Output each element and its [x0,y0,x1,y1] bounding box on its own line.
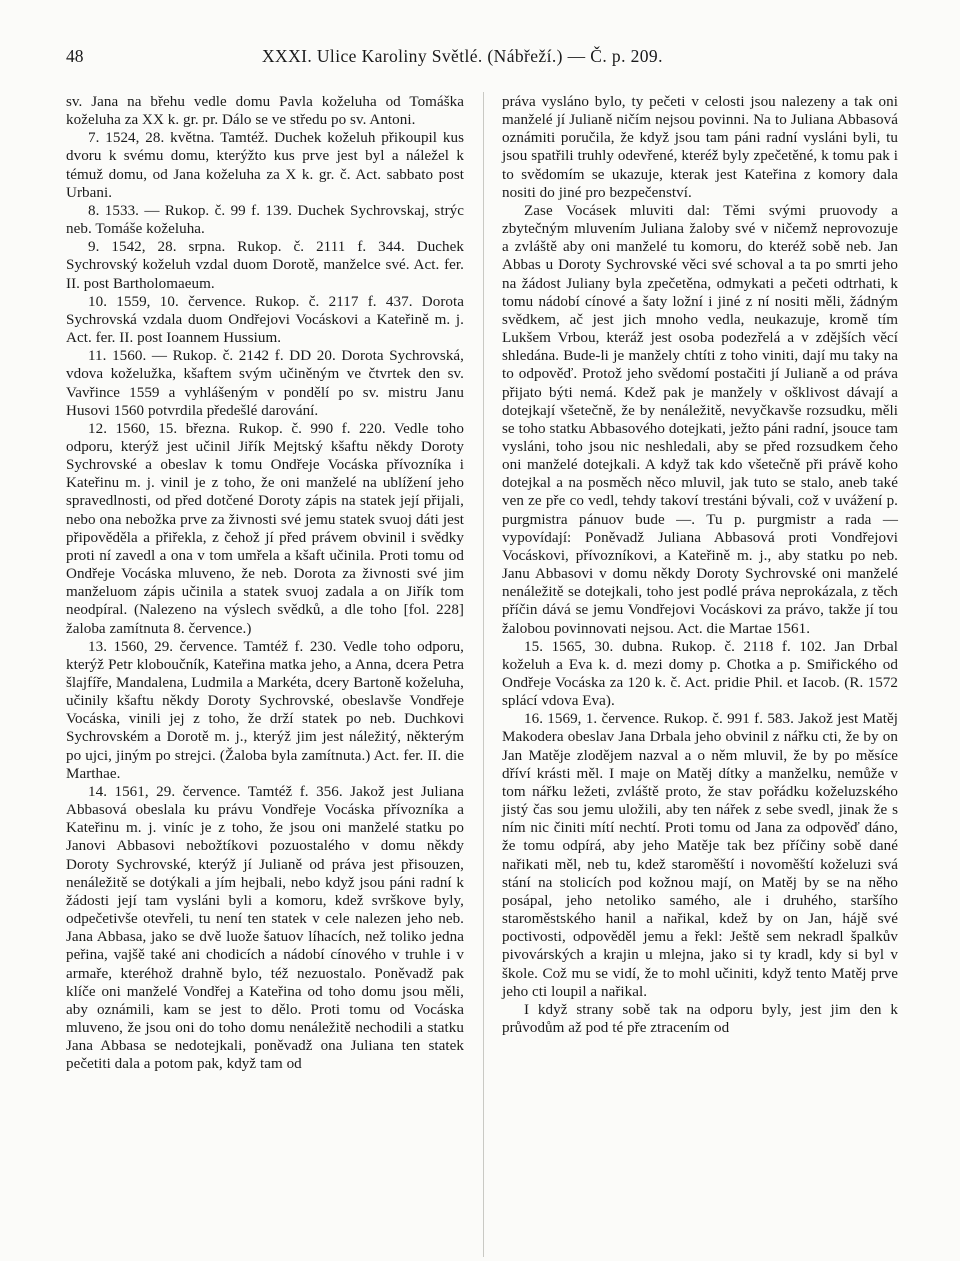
paragraph: 12. 1560, 15. března. Rukop. č. 990 f. 220. Vedle toho odporu, kterýž jest učinil Jiřík Mejtský kšaftu někdy Doroty Sychrovské a obeslav k tomu Ondřeje Vocáska přívozníka i Kateřinu m. j. vinil je z toho, že oni manželé na ublížení jeho spravedlnosti, od před dotčené Doroty zápis na statek její přijali, nebo ona nebožka prve za živnosti své jemu statek svuoj dáti jest připověděla a přiřekla, z čehož jí před právem obvinil i svědky proti ní zavedl a ona v tom umřela a kšaft učinila. Proti tomu od Ondřeje Vocáska mluveno, že neb. Dorota za živnosti své jim manželuom zápis učinila a statek svuoj zadala a on Jiřík tom neodpíral. (Nalezeno na výslech svědků, a dle toho [fol. 228] žaloba zamítnuta 8. července.) [66,420,464,637]
paragraph: 14. 1561, 29. července. Tamtéž f. 356. Jakož jest Juliana Abbasová obeslala ku právu Vondřeje Vocáska přívozníka a Kateřinu m. j. viníc je z toho, že jsou oni manželé statku po Janovi Abbasovi nebožtíkovi pozuostalého v domu někdy Doroty Sychrovské, kterýž jí Julianě od práva jest přisouzen, nenáležitě se dotýkali a jím hejbali, nebo když jsou páni radní k žádosti její tam vysláni byli a komoru, kdež svrškove byly, odpečetivše otevřeli, tu není ten statek v cele nalezen jeho neb. Jana Abbasa, jako se dvě luože šatuov líhacích, než toliko jedna peřina, vajšě také ani chodicích a nádobí cínového v truhle i v armaře, kteréhož drahně bylo, též nezuostalo. Poněvadž pak klíče oni manželé Vondřej a Kateřina od toho domu jsou měli, aby oznámili, kam se jest to dělo. Proti tomu od Vocáska mluveno, že jsou oni do toho domu nenáležitě nechodili a statku Jana Abbasa se nedotejkali, poněvadž ona Juliana ten statek pečetiti dala a potom pak, když tam od [66,783,464,1073]
paragraph: práva vysláno bylo, ty pečeti v celosti jsou nalezeny a tak oni manželé jí Julianě ničím nejsou povinni. Na to Juliana Abbasová oznámiti poručila, že když jsou tam páni radní vysláni byli, tu jsou spatřili truhly odevřené, kteréž byly zpečetěné, k tomu pak i to svědomím se ukazuje, kterak jest Kateřina z komory dala nositi do jiné pro bezpečenství. [502,94,898,201]
paragraph: 13. 1560, 29. července. Tamtéž f. 230. Vedle toho odporu, kterýž Petr kloboučník, Kateřina matka jeho, a Anna, dcera Petra šlajfíře, Mandalena, Ludmila a Markéta, dcery Bartoně koželuha, učinily kšaftu někdy Doroty Sychrovské, obeslavše Vondřeje Vocáska, vinili jej z toho, že drží statek po neb. Duchkovi Sychrovském a Dorotě m. j., kterýž jim jest náležitý, některým po ujci, jiným po strejci. (Žaloba byla zamítnuta.) Act. fer. II. die Marthae. [66,638,464,782]
page-header [66,46,900,76]
left-column [66,93,464,1073]
paragraph: 9. 1542, 28. srpna. Rukop. č. 2111 f. 344. Duchek Sychrovský koželuh vzdal duom Dorotě, manželce své. Act. fer. II. post Bartholomaeum. [66,239,464,292]
paragraph: 16. 1569, 1. července. Rukop. č. 991 f. 583. Jakož jest Matěj Makodera obeslav Jana Drbala jeho obvinil z nářku cti, že by on Jan Matěje zlodějem nazval a o něm mluvil, že by po měsíce dříví krásti měl. I maje on Matěj dítky a manželku, nemůže v tom nářku ležeti, zvláště proto, že stav pořádku koželuzského jistý čas sou jemu uložili, aby ten nářek z sebe svedl, jinak že s ním nic činiti mítí nechtí. Proti tomu od Jana za odpověď dáno, že tomu odpírá, aby jeho Matěje tak bez příčiny sobě dané nařikati měl, neb tu, kdež staroměští i novoměští koželuzi svá stání na stolicích pod kožnou mají, on Matěj by se na něho posápal, jeho netoliko samého, ale i druhého, staršího staroměstského hanil a nařikal, kdež by on Jan, hájě své poctivosti, odpověděl jemu a řekl: Ještě sem nekradl špalkův pivovárských a krajin u mlejna, jako si ty kradl, kdy si byl v škole. Což mu se vidí, že to mohl učiniti, když tento Matěj prve jeho cti loupil a nařikal. [502,711,898,1000]
paragraph: 11. 1560. — Rukop. č. 2142 f. DD 20. Dorota Sychrovská, vdova koželužka, kšaftem svým učiněným ve čtvrtek den sv. Vavřince 1559 a vyhlášeným v pondělí po sv. mistru Janu Husovi 1560 potvrdila předešlé darování. [66,348,464,419]
paragraph: 7. 1524, 28. května. Tamtéž. Duchek koželuh přikoupil kus dvoru k svému domu, kterýžto kus prve jest byl a náležel k témuž domu, od Jana koželuha za X k. gr. č. Act. sabbato post Urbani. [66,130,464,201]
running-title: XXXI. Ulice Karoliny Světlé. (Nábřeží.) — Č. p. 209. [262,46,663,66]
paragraph: 10. 1559, 10. července. Rukop. č. 2117 f. 437. Dorota Sychrovská vzdala duom Ondřejovi Vocáskovi a Kateřině m. j. Act. fer. II. post Ioannem Hussium. [66,293,464,347]
paragraph: 15. 1565, 30. dubna. Rukop. č. 2118 f. 102. Jan Drbal koželuh a Eva k. d. mezi domy p. Chotka a p. Smiřického od Ondřeje Vocáska za 120 k. č. Act. pridie Phil. et Iacob. (R. 1572 splácí vdova Eva). [502,638,898,710]
paragraph: I když strany sobě tak na odporu byly, jest jim den k průvodům až pod té pře ztracením od [502,1001,898,1036]
right-column [502,93,898,1037]
column-divider [483,92,484,1257]
page-number: 48 [66,46,84,66]
paragraph: sv. Jana na břehu vedle domu Pavla koželuha od Tomáška koželuha za XX k. gr. pr. Dálo se ve středu po sv. Antoni. [66,94,464,129]
paragraph: Zase Vocásek mluviti dal: Těmi svými pruovody a zbytečným mluvením Juliana žaloby své v ničemž neprovozuje a zvláště aby oni manželé tu komoru, do kteréž sobě neb. Jan Abbas u Doroty Sychrovské věci své schoval a ta po smrti jeho na žádost Juliany byla zpečetěna, odmykati a pečeti odtrhati, k tomu nádobí cínové a šaty ložní i jiné z ní nositi měli, žádným svědkem, ač jest jich mnoho vedla, neukazuje, kromě tím Lukšem Vrbou, kteráž jest osoba podezřelá a v zdějších věcí shledána. Bude-li je manžely chtíti z toho viniti, dají mu taky na to odpověď. Protož jeho svědomí postačiti jí Julianě a od práva přijato býti nemá. Kdež pak je manžely v ošklivost dávají a dotejkají všetečně, že by nenáležitě, nevyčkavše rozsudku, měli se toho statku Abbasového dotejkati, ježto páni radní, jsouce tam vysláni, toho jsou nic neshledali, aby se před rozsudkem čeho oni manželé dotejkali. A když tak kdo všetečně při právě koho dotejkal a na posměch něco mluvil, jak tuto se stalo, aneb také ven ze pře co vedl, tehdy takoví trestáni bývali, což v uvážení p. purgmistra pánuov bude —. Tu p. purgmistr a rada — vypovídají: Poněvadž Juliana Abbasová proti Vondřejovi Vocáskovi, přívozníkovi, a Kateřině m. j., aby statku po neb. Janu Abbasovi v domu někdy Doroty Sychrovské oni manželé nenáležitě se dotejkali, toho jest podlé práva neprokázala, z těch příčin dává se jemu Vondřejovi Vocáskovi za právo, takže jí tou žalobou povinnovati nejsou. Act. die Martae 1561. [502,202,898,637]
paragraph: 8. 1533. — Rukop. č. 99 f. 139. Duchek Sychrovskaj, strýc neb. Tomáše koželuha. [66,202,464,238]
